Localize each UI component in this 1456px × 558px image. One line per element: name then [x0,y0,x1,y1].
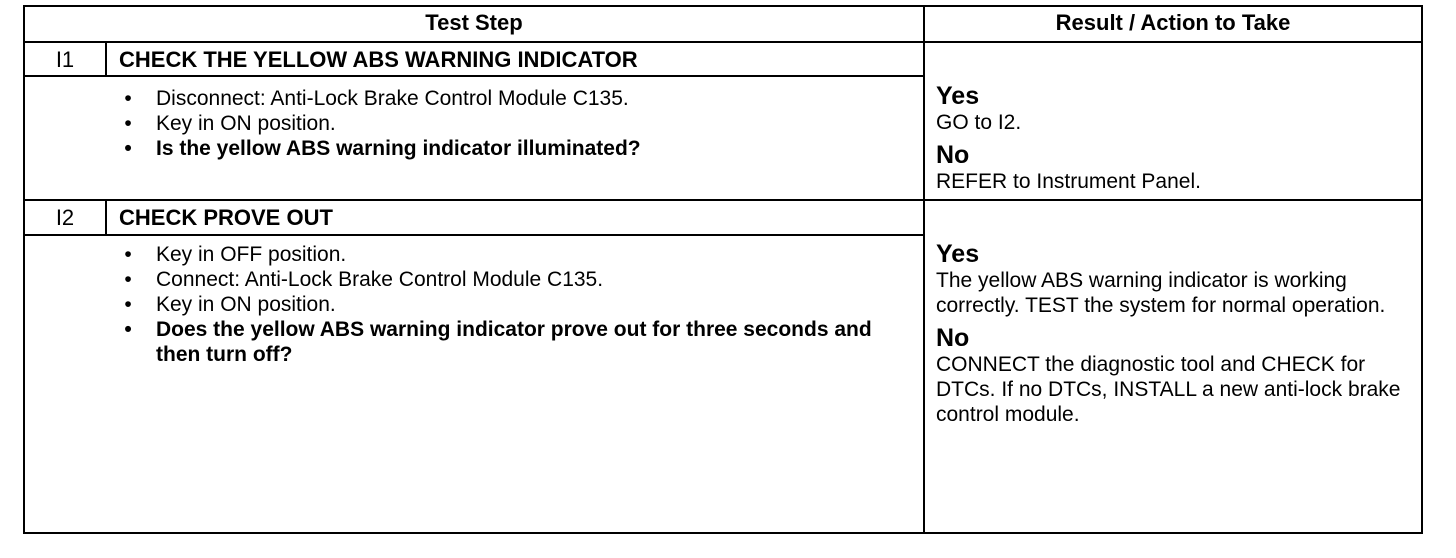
bullet-icon: • [124,293,132,316]
step-i2-id-divider [105,199,107,236]
list-item: • Key in ON position. [118,111,908,136]
header-result-action: Result / Action to Take [1055,10,1291,35]
bullet-icon: • [124,87,132,110]
no-label: No [936,141,970,169]
list-item: • Disconnect: Anti-Lock Brake Control Module C135. [118,86,908,111]
step-i1-id-divider [105,41,107,77]
bullet-icon: • [124,268,132,291]
header-test-step: Test Step [425,10,523,35]
bullet-icon: • [124,318,132,341]
yes-label: Yes [936,240,980,268]
step-i2-result [936,240,1426,427]
step-i2-title: CHECK PROVE OUT [119,205,333,230]
step-i2-id: I2 [55,205,75,230]
list-item-question: • Does the yellow ABS warning indicator prove out for three seconds and then turn off? [118,317,888,367]
yes-label: Yes [936,82,980,110]
yes-action: The yellow ABS warning indicator is working correctly. TEST the system for normal operation. [936,269,1386,317]
step-i1-actions [118,86,908,161]
list-item-question: • Is the yellow ABS warning indicator illuminated? [118,136,908,161]
no-action: REFER to Instrument Panel. [936,170,1201,193]
header-divider [23,41,1423,43]
column-divider [923,5,925,534]
list-item: • Key in ON position. [118,292,888,317]
list-item: • Connect: Anti-Lock Brake Control Module C135. [118,267,888,292]
bullet-icon: • [124,112,132,135]
step-i1-result [936,82,1426,194]
step-i1-id: I1 [55,47,75,72]
step-i2-actions [118,242,888,367]
step-i1-title: CHECK THE YELLOW ABS WARNING INDICATOR [119,47,638,72]
yes-action: GO to I2. [936,111,1022,134]
no-label: No [936,324,970,352]
no-action: CONNECT the diagnostic tool and CHECK for DTCs. If no DTCs, INSTALL a new anti-lock brake control module. [936,353,1401,426]
step-i2-title-divider [23,234,924,236]
bullet-icon: • [124,243,132,266]
step-divider [23,199,1423,201]
list-item: • Key in OFF position. [118,242,888,267]
step-i1-title-divider [23,75,924,77]
bullet-icon: • [124,137,132,160]
